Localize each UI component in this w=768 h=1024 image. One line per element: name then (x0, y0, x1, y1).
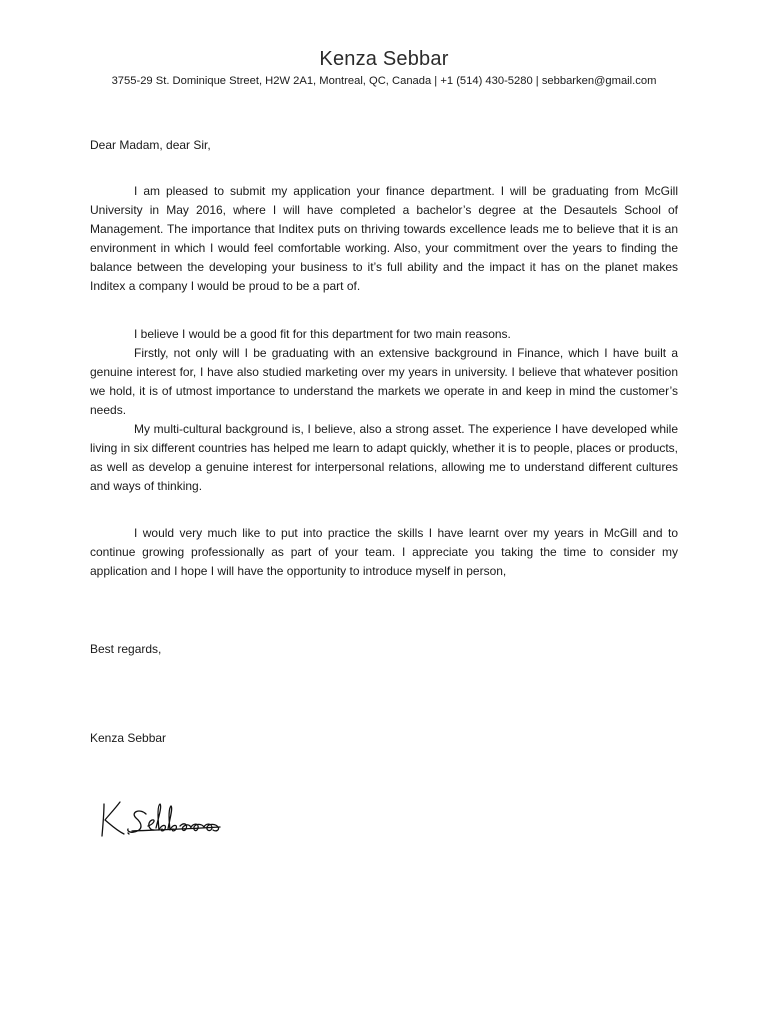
signature-strokes (102, 802, 220, 836)
paragraph-1-text: I am pleased to submit my application your finance department. I will be graduating from McGill University in May 2016, where I will have completed a bachelor’s degree at the Desautels School of Management. The importance that Inditex puts on thriving towards excellence leads me to believe that it is an environment in which I would feel comfortable working. Also, your commitment over the years to finding the balance between the developing your business to it’s full ability and the impact it has on the planet makes Inditex a company I would be proud to be a part of. (90, 184, 678, 293)
salutation: Dear Madam, dear Sir, (90, 138, 211, 152)
paragraph-conclusion (90, 524, 678, 581)
paragraph-2-second-reason: My multi-cultural background is, I believe, also a strong asset. The experience I have developed while living in six different countries has helped me learn to adapt quickly, whether it is to people, places or products, as well as develop a genuine interest for interpersonal relations, allowing me to understand different cultures and ways of thinking. (90, 422, 678, 493)
paragraph-2-first-reason: Firstly, not only will I be graduating with an extensive background in Finance, which I have built a genuine interest for, I have also studied marketing over my years in university. I believe that whatever position we hold, it is of utmost importance to understand the markets we operate in and keep in mind the customer’s needs. (90, 346, 678, 417)
handwritten-signature (96, 796, 228, 844)
paragraph-introduction (90, 182, 678, 296)
sender-contact-line: 3755-29 St. Dominique Street, H2W 2A1, Montreal, QC, Canada | +1 (514) 430-5280 | sebbarken@gmail.com (111, 75, 657, 87)
paragraph-2-intro: I believe I would be a good fit for this department for two main reasons. (134, 327, 511, 341)
sender-name: Kenza Sebbar (319, 48, 449, 70)
signer-name: Kenza Sebbar (90, 731, 167, 745)
paragraph-reasons (90, 325, 678, 496)
paragraph-3-text: I would very much like to put into practice the skills I have learnt over my years in McGill and to continue growing professionally as part of your team. I appreciate you taking the time to consider my application and I hope I will have the opportunity to introduce myself in person, (90, 526, 678, 578)
closing: Best regards, (90, 642, 162, 656)
